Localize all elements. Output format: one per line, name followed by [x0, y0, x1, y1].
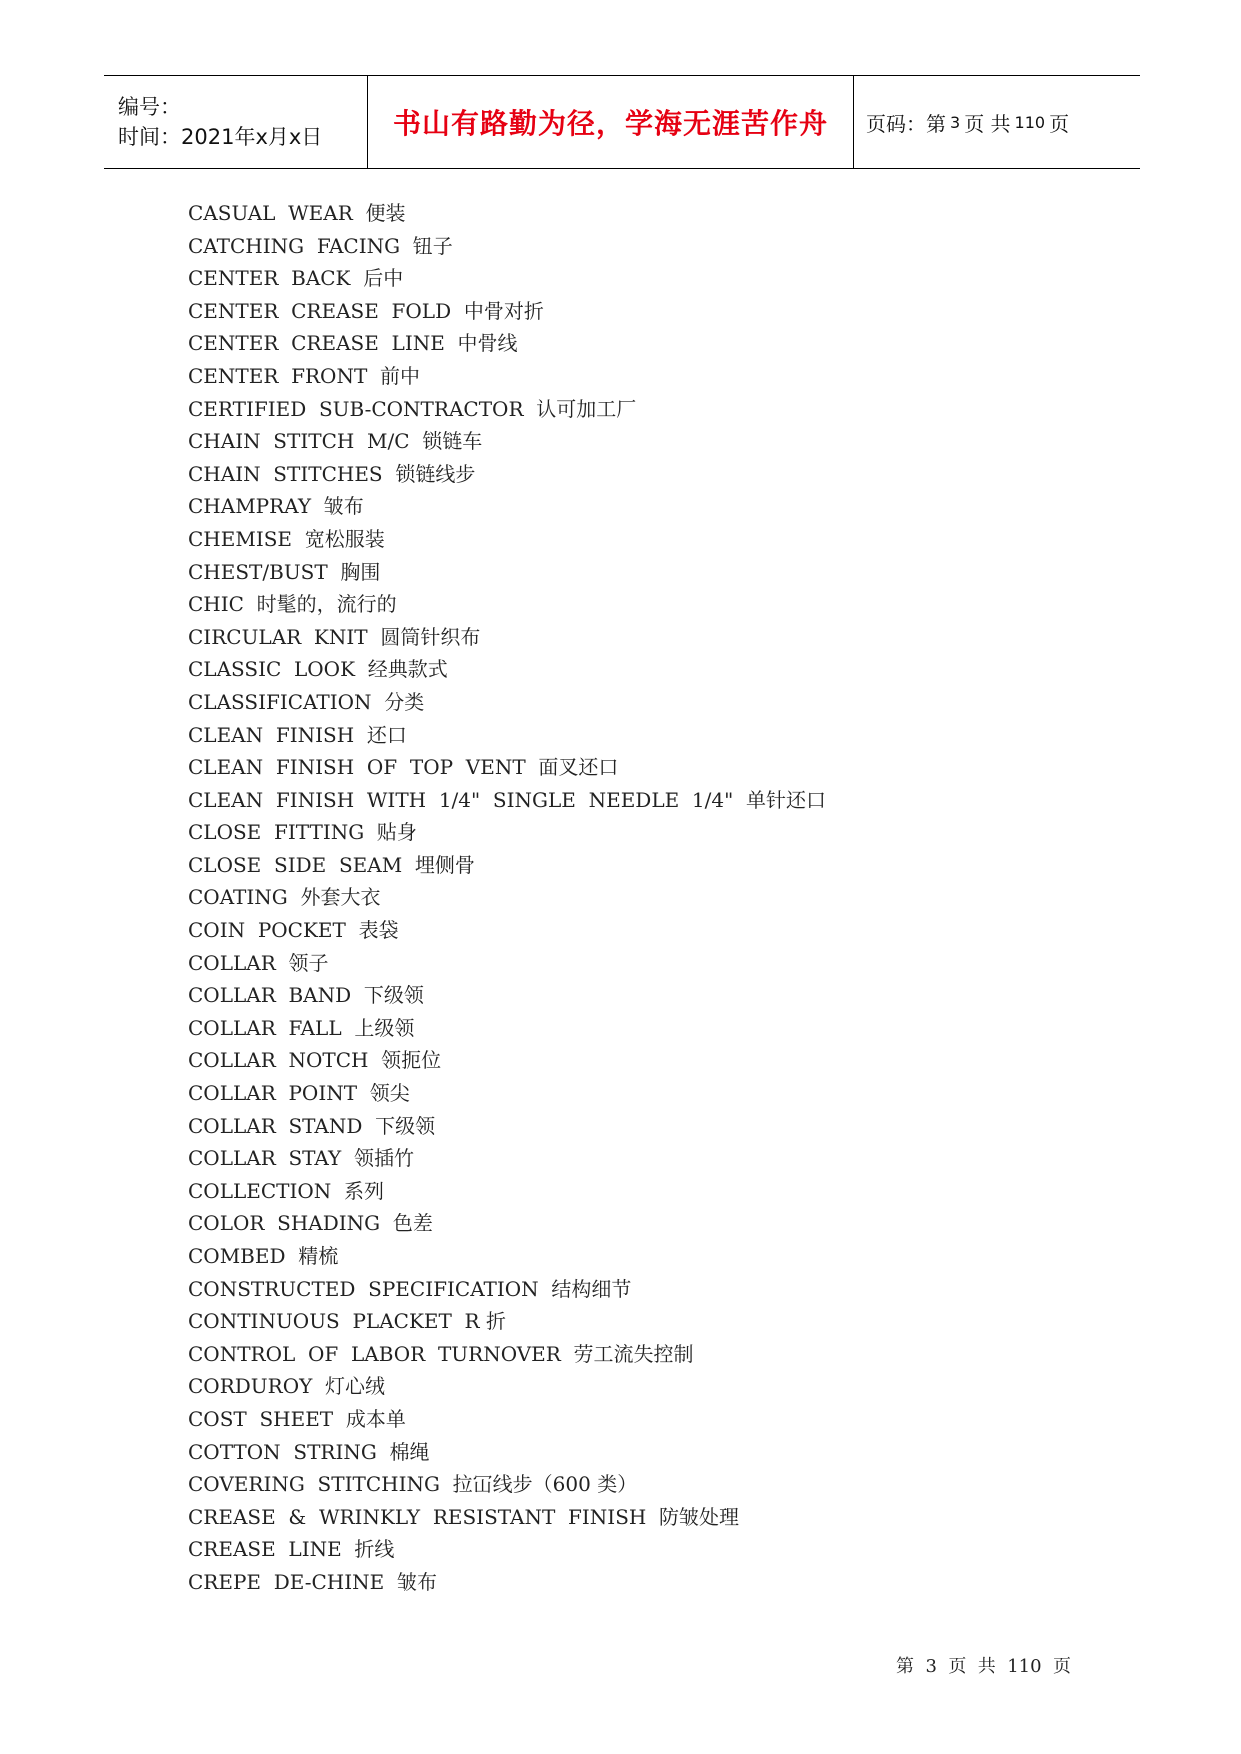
- glossary-entry: CHAMPRAY 皱布: [188, 494, 364, 519]
- glossary-entry: CLOSE SIDE SEAM 埋侧骨: [188, 852, 475, 877]
- page-current: 3: [950, 112, 961, 132]
- header-slogan-cell: [368, 76, 854, 168]
- glossary-entry: COVERING STITCHING 拉冚线步（600 类）: [188, 1472, 638, 1497]
- glossary-entry: CENTER BACK 后中: [188, 266, 404, 291]
- glossary-entry: CHIC 时髦的，流行的: [188, 592, 397, 617]
- document-time-label: 时间：2021年x月x日: [118, 125, 323, 149]
- glossary-entry: COLLAR FALL 上级领: [188, 1015, 415, 1040]
- glossary-entry: COMBED 精梳: [188, 1244, 339, 1268]
- page-suffix: 页: [1049, 111, 1070, 136]
- document-number-label: 编号：: [118, 95, 181, 119]
- glossary-entry: CREPE DE-CHINE 皱布: [188, 1569, 437, 1594]
- glossary-entry: CORDUROY 灯心绒: [188, 1374, 386, 1399]
- glossary-entry: CLASSIC LOOK 经典款式: [188, 657, 448, 682]
- glossary-entry: CONTINUOUS PLACKET R 折: [188, 1309, 506, 1334]
- glossary-entry: COLLAR BAND 下级领: [188, 983, 424, 1008]
- glossary-entry: COST SHEET 成本单: [188, 1406, 406, 1431]
- glossary-entry: COLLAR STAY 领插竹: [188, 1146, 414, 1171]
- header-page-cell: [854, 76, 1140, 168]
- glossary-entry: CASUAL WEAR 便装: [188, 201, 406, 225]
- glossary-entry: COLLAR NOTCH 领扼位: [188, 1048, 442, 1073]
- glossary-entry: CLOSE FITTING 贴身: [188, 820, 417, 845]
- glossary-entry: CREASE LINE 折线: [188, 1537, 395, 1562]
- glossary-entry: CHAIN STITCH M/C 锁链车: [188, 429, 483, 454]
- glossary-entry: COLLAR POINT 领尖: [188, 1081, 410, 1106]
- glossary-entry: CHEMISE 宽松服装: [188, 526, 385, 551]
- glossary-entry: CERTIFIED SUB-CONTRACTOR 认可加工厂: [188, 396, 637, 421]
- glossary-entry: CLEAN FINISH 还口: [188, 722, 407, 747]
- glossary-entry: CREASE & WRINKLY RESISTANT FINISH 防皱处理: [188, 1504, 740, 1529]
- glossary-entry: COTTON STRING 棉绳: [188, 1439, 430, 1464]
- glossary-entry: CENTER CREASE LINE 中骨线: [188, 331, 518, 356]
- glossary-entry: CONTROL OF LABOR TURNOVER 劳工流失控制: [188, 1341, 694, 1366]
- page-total: 110: [1014, 112, 1046, 132]
- glossary-entry: COATING 外套大衣: [188, 885, 381, 910]
- header-slogan: 书山有路勤为径，学海无涯苦作舟: [392, 107, 828, 140]
- glossary-entry: CHEST/BUST 胸围: [188, 559, 381, 584]
- glossary-entry: CENTER CREASE FOLD 中骨对折: [188, 298, 544, 323]
- glossary-entry: CLEAN FINISH OF TOP VENT 面叉还口: [188, 755, 619, 780]
- glossary-entry: COLLAR 领子: [188, 950, 329, 975]
- glossary-entry: CLASSIFICATION 分类: [188, 689, 425, 714]
- page-mid: 页 共: [964, 111, 1011, 136]
- glossary-entry: COLLECTION 系列: [188, 1178, 385, 1203]
- glossary-entry: COIN POCKET 表袋: [188, 918, 399, 943]
- page-footer: 第 3 页 共 110 页: [896, 1656, 1072, 1677]
- glossary-entry: CENTER FRONT 前中: [188, 363, 421, 388]
- page-header: [104, 75, 1140, 169]
- glossary-entry: CONSTRUCTED SPECIFICATION 结构细节: [188, 1276, 632, 1301]
- glossary-entry: COLOR SHADING 色差: [188, 1211, 433, 1236]
- header-meta-cell: [104, 76, 368, 168]
- glossary-entry: COLLAR STAND 下级领: [188, 1113, 436, 1138]
- glossary-entry: CATCHING FACING 钮子: [188, 233, 453, 258]
- glossary-entry: CLEAN FINISH WITH 1/4" SINGLE NEEDLE 1/4" 单针还口: [188, 787, 827, 812]
- page-prefix: 页码：第: [866, 111, 946, 136]
- glossary-entry: CHAIN STITCHES 锁链线步: [188, 461, 476, 486]
- glossary-entry: CIRCULAR KNIT 圆筒针织布: [188, 624, 481, 649]
- glossary-list: [188, 197, 826, 1599]
